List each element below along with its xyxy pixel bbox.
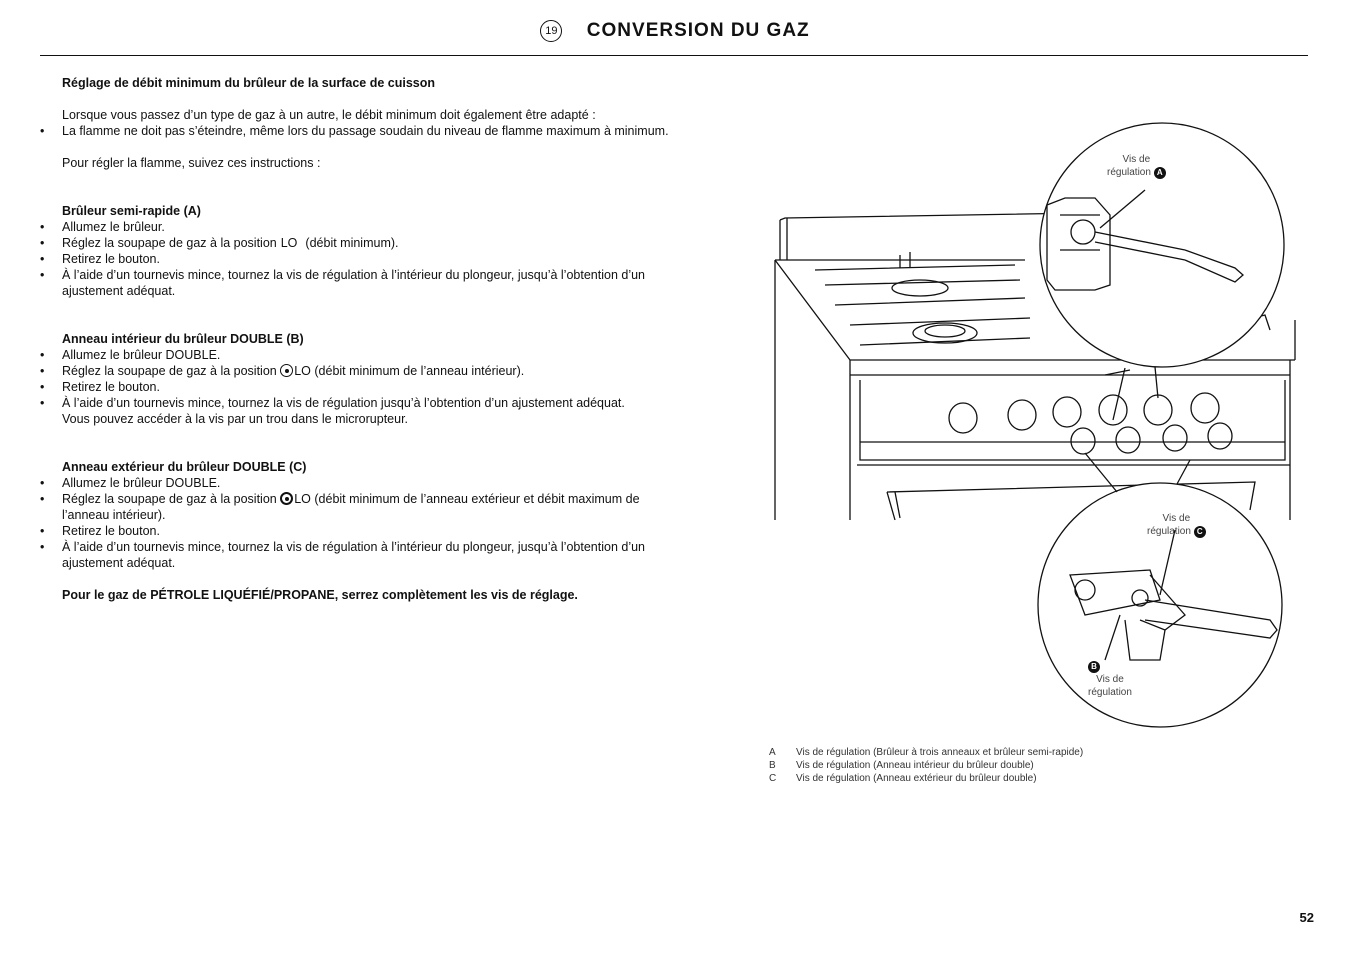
page-header (0, 20, 1350, 42)
section-heading: Réglage de débit minimum du brûleur de la surface de cuisson (62, 76, 435, 90)
burner-c-heading: Anneau extérieur du brûleur DOUBLE (C) (62, 460, 307, 474)
cooktop-illustration (765, 120, 1310, 740)
figure-legend (769, 746, 1083, 785)
list-item: • Allumez le brûleur. (40, 219, 690, 235)
list-item: • Réglez la soupape de gaz à la position LO (débit minimum). (40, 235, 690, 251)
intro-text: Lorsque vous passez d’un type de gaz à un autre, le débit minimum doit également être adapté : (62, 108, 596, 122)
cooktop-drawing (765, 120, 1310, 740)
list-item: • À l’aide d’un tournevis mince, tournez la vis de régulation à l’intérieur du plongeur, jusqu’à l’obtention d’un ajustement adéquat. (40, 539, 690, 571)
list-item: • Réglez la soupape de gaz à la position LO (débit minimum de l’anneau intérieur). (40, 363, 690, 379)
page-title: CONVERSION DU GAZ (586, 20, 810, 41)
list-item: • Réglez la soupape de gaz à la position LO (débit minimum de l’anneau extérieur et débit maximum de l’anneau intérieur). (40, 491, 690, 523)
chapter-number: 19 (540, 20, 562, 42)
callout-c: Vis de régulation C (1147, 512, 1206, 538)
legend-row: B Vis de régulation (Anneau intérieur du brûleur double) (769, 760, 1034, 771)
list-item: • Retirez le bouton. (40, 379, 690, 395)
instructions-text (40, 75, 690, 603)
callout-b: B Vis de régulation (1088, 662, 1132, 698)
burner-a-steps (40, 219, 690, 299)
callout-a: Vis de régulation A (1107, 153, 1166, 179)
lo-symbol: LO (294, 364, 311, 378)
list-item: • Retirez le bouton. (40, 523, 690, 539)
list-item: • Allumez le brûleur DOUBLE. (40, 475, 690, 491)
burner-b-steps (40, 347, 690, 411)
list-item: • La flamme ne doit pas s’éteindre, même lors du passage soudain du niveau de flamme maximum à minimum. (40, 123, 690, 139)
page-number: 52 (1299, 910, 1314, 925)
intro-list (40, 123, 690, 139)
list-item: • À l’aide d’un tournevis mince, tournez la vis de régulation à l’intérieur du plongeur, jusqu’à l’obtention d’un ajustement adéquat. (40, 267, 690, 299)
badge-c: C (1194, 526, 1206, 538)
header-divider (40, 55, 1308, 56)
inner-ring-icon (280, 364, 293, 377)
lpg-warning: Pour le gaz de PÉTROLE LIQUÉFIÉ/PROPANE, serrez complètement les vis de réglage. (62, 588, 578, 602)
list-item: • Allumez le brûleur DOUBLE. (40, 347, 690, 363)
outer-ring-icon (280, 492, 293, 505)
burner-b-heading: Anneau intérieur du brûleur DOUBLE (B) (62, 332, 304, 346)
lo-symbol: LO (294, 492, 311, 506)
badge-b: B (1088, 661, 1100, 673)
legend-row: C Vis de régulation (Anneau extérieur du brûleur double) (769, 773, 1037, 784)
list-item: • Retirez le bouton. (40, 251, 690, 267)
burner-c-steps (40, 475, 690, 571)
instructions-intro: Pour régler la flamme, suivez ces instructions : (62, 156, 321, 170)
badge-a: A (1154, 167, 1166, 179)
burner-a-heading: Brûleur semi-rapide (A) (62, 204, 201, 218)
legend-row: A Vis de régulation (Brûleur à trois anneaux et brûleur semi-rapide) (769, 747, 1084, 758)
lo-symbol: LO (280, 236, 298, 250)
list-item: • À l’aide d’un tournevis mince, tournez la vis de régulation jusqu’à l’obtention d’un ajustement adéquat. (40, 395, 690, 411)
burner-b-note: Vous pouvez accéder à la vis par un trou dans le microrupteur. (62, 412, 409, 426)
